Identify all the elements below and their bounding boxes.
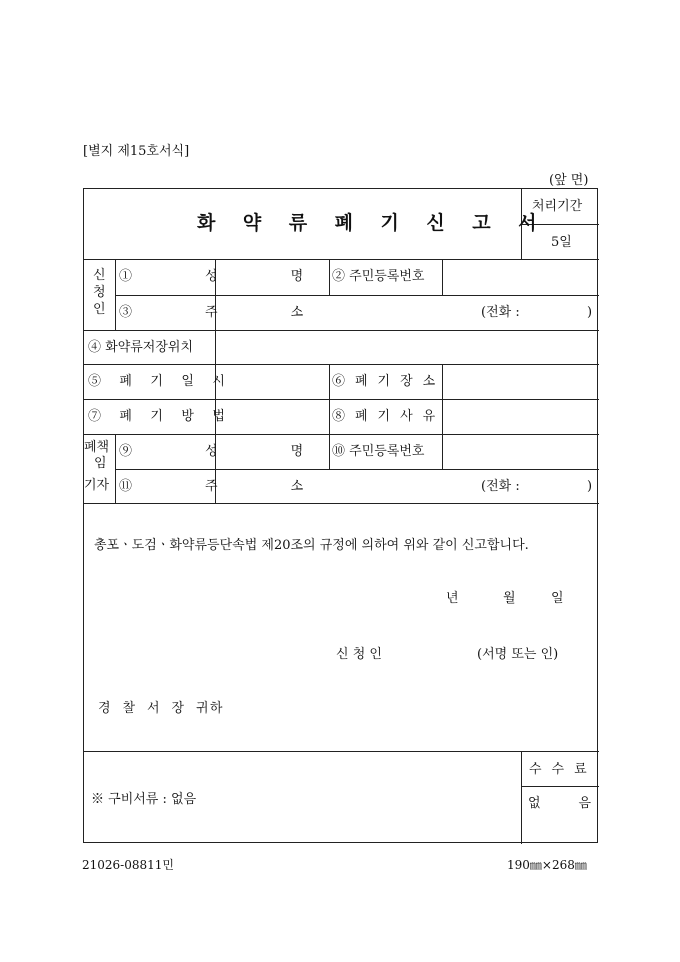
applicant-phone-close: ) bbox=[587, 305, 593, 320]
fee-value: 없 음 bbox=[528, 796, 592, 811]
fee-label: 수 수 료 bbox=[529, 762, 587, 777]
responsible-rrn-label: ⑩ 주민등록번호 bbox=[332, 444, 425, 459]
declaration-text: 총포ㆍ도검ㆍ화약류등단속법 제20조의 규정에 의하여 위와 같이 신고합니다. bbox=[94, 538, 529, 553]
applicant-rrn-label: ② 주민등록번호 bbox=[332, 269, 425, 284]
sign-note: (서명 또는 인) bbox=[477, 647, 559, 662]
disposal-place-label: ⑥ 폐 기 장 소 bbox=[332, 374, 436, 389]
responsible-group-label-bottom: 기자 bbox=[84, 478, 110, 493]
date-day: 일 bbox=[551, 591, 564, 606]
responsible-address-label: ⑪ 주 소 bbox=[119, 479, 304, 494]
responsible-name-label: ⑨ 성 명 bbox=[119, 444, 304, 459]
addressee: 경 찰 서 장 귀하 bbox=[98, 701, 224, 716]
date-year: 년 bbox=[446, 591, 459, 606]
disposal-method-label: ⑦ 폐 기 방 법 bbox=[88, 409, 225, 424]
form-title: 화 약 류 폐 기 신 고 서 bbox=[197, 212, 547, 234]
responsible-phone-label: (전화 : bbox=[481, 479, 520, 494]
disposal-reason-label: ⑧ 폐 기 사 유 bbox=[332, 409, 436, 424]
processing-period-value: 5일 bbox=[551, 235, 572, 250]
applicant-address-label: ③ 주 소 bbox=[119, 305, 304, 320]
processing-period-label: 처리기간 bbox=[532, 199, 583, 214]
applicant-sign-label: 신 청 인 bbox=[336, 647, 382, 662]
responsible-phone-close: ) bbox=[587, 479, 593, 494]
paper-size: 190㎜×268㎜ bbox=[507, 858, 587, 872]
responsible-group-label-mid: 임 bbox=[94, 456, 107, 471]
form-code: 21026-08811민 bbox=[82, 858, 174, 872]
disposal-datetime-label: ⑤ 폐 기 일 시 bbox=[88, 374, 225, 389]
page-side-label: (앞 면) bbox=[549, 173, 589, 188]
applicant-group-label: 신청인 bbox=[93, 268, 106, 317]
date-month: 월 bbox=[503, 591, 516, 606]
responsible-group-label-top: 폐책 bbox=[84, 440, 110, 455]
report-form bbox=[83, 188, 598, 843]
applicant-name-label: ① 성 명 bbox=[119, 269, 304, 284]
attachments-note: ※ 구비서류 : 없음 bbox=[91, 792, 197, 807]
applicant-phone-label: (전화 : bbox=[481, 305, 520, 320]
storage-location-label: ④ 화약류저장위치 bbox=[88, 340, 194, 355]
form-reference: [별지 제15호서식] bbox=[83, 144, 190, 159]
